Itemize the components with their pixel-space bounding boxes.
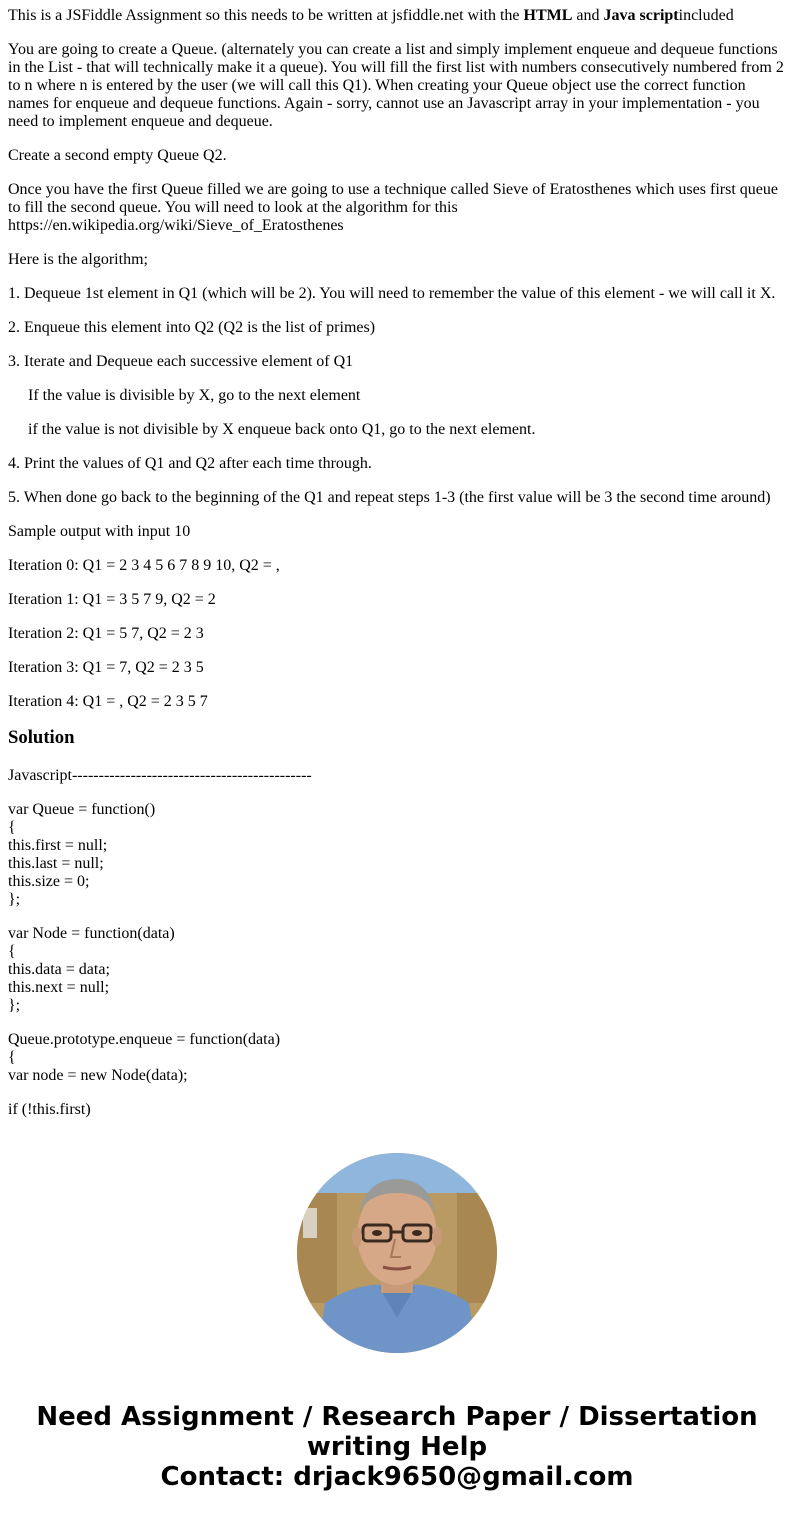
code-line: }; <box>8 997 21 1014</box>
algorithm-step-3: 3. Iterate and Dequeue each successive element of Q1 <box>8 353 354 370</box>
algorithm-substep-not-divisible: if the value is not divisible by X enqueue back onto Q1, go to the next element. <box>28 421 536 438</box>
code-line: this.size = 0; <box>8 873 90 890</box>
algorithm-substep-divisible: If the value is divisible by X, go to the next element <box>28 387 361 404</box>
algorithm-step-1: 1. Dequeue 1st element in Q1 (which will be 2). You will need to remember the value of this element - we will call it X. <box>8 285 776 302</box>
intro-text-end: included <box>678 7 734 24</box>
code-line: this.data = data; <box>8 961 110 978</box>
avatar <box>297 1153 497 1353</box>
code-line: Queue.prototype.enqueue = function(data) <box>8 1031 281 1048</box>
solution-heading: Solution <box>8 727 75 748</box>
code-line: var Node = function(data) <box>8 925 175 942</box>
code-line: { <box>8 943 16 960</box>
code-line: var node = new Node(data); <box>8 1067 188 1084</box>
avatar-portrait-image <box>297 1153 497 1353</box>
promo-line: writing Help <box>306 1432 488 1462</box>
code-line: this.last = null; <box>8 855 104 872</box>
algorithm-intro: Here is the algorithm; <box>8 251 148 268</box>
document-body <box>8 7 788 1135</box>
intro-text-mid: and <box>572 7 604 24</box>
queue-description: You are going to create a Queue. (alternately you can create a list and simply implement enqueue and dequeue functions in the List - that will technically make it a queue). You will fill the first list with numbers consecutively numbered from 2 to n where n is entered by the user (we will call this Q1). When creating your Queue object use the correct function names for enqueue and dequeue functions. Again - sorry, cannot use an Javascript array in your implementation - you need to implement enqueue and dequeue. <box>8 41 784 130</box>
code-block-node <box>8 925 788 1015</box>
code-line: }; <box>8 891 21 908</box>
intro-bold-javascript: Java script <box>603 7 679 24</box>
code-line: { <box>8 819 16 836</box>
intro-bold-html: HTML <box>523 7 573 24</box>
code-line: { <box>8 1049 16 1066</box>
iteration-line: Iteration 1: Q1 = 3 5 7 9, Q2 = 2 <box>8 591 216 608</box>
intro-paragraph <box>8 7 788 25</box>
sieve-description: Once you have the first Queue filled we are going to use a technique called Sieve of Eratosthenes which uses first queue to fill the second queue. You will need to look at the algorithm for this https://en.wikipedia.org/wiki/Sieve_of_Eratosthenes <box>8 181 778 234</box>
intro-text: This is a JSFiddle Assignment so this needs to be written at jsfiddle.net with the <box>8 7 524 24</box>
iteration-line: Iteration 3: Q1 = 7, Q2 = 2 3 5 <box>8 659 204 676</box>
code-last-line: if (!this.first) <box>8 1101 91 1118</box>
promo-line: Need Assignment / Research Paper / Dissertation <box>36 1402 758 1432</box>
code-line: this.first = null; <box>8 837 108 854</box>
code-line: var Queue = function() <box>8 801 156 818</box>
promo-banner <box>0 1402 794 1492</box>
second-queue-text: Create a second empty Queue Q2. <box>8 147 227 164</box>
code-line: this.next = null; <box>8 979 110 996</box>
promo-contact: Contact: drjack9650@gmail.com <box>160 1462 634 1492</box>
algorithm-step-2: 2. Enqueue this element into Q2 (Q2 is the list of primes) <box>8 319 376 336</box>
iteration-line: Iteration 4: Q1 = , Q2 = 2 3 5 7 <box>8 693 208 710</box>
iteration-line: Iteration 0: Q1 = 2 3 4 5 6 7 8 9 10, Q2 = , <box>8 557 280 574</box>
sample-output-label: Sample output with input 10 <box>8 523 191 540</box>
code-block-queue <box>8 801 788 909</box>
algorithm-step-5: 5. When done go back to the beginning of the Q1 and repeat steps 1-3 (the first value will be 3 the second time around) <box>8 489 771 506</box>
code-header: Javascript--------------------------------------------- <box>8 767 312 784</box>
code-block-enqueue <box>8 1031 788 1085</box>
iteration-line: Iteration 2: Q1 = 5 7, Q2 = 2 3 <box>8 625 204 642</box>
algorithm-step-4: 4. Print the values of Q1 and Q2 after each time through. <box>8 455 372 472</box>
